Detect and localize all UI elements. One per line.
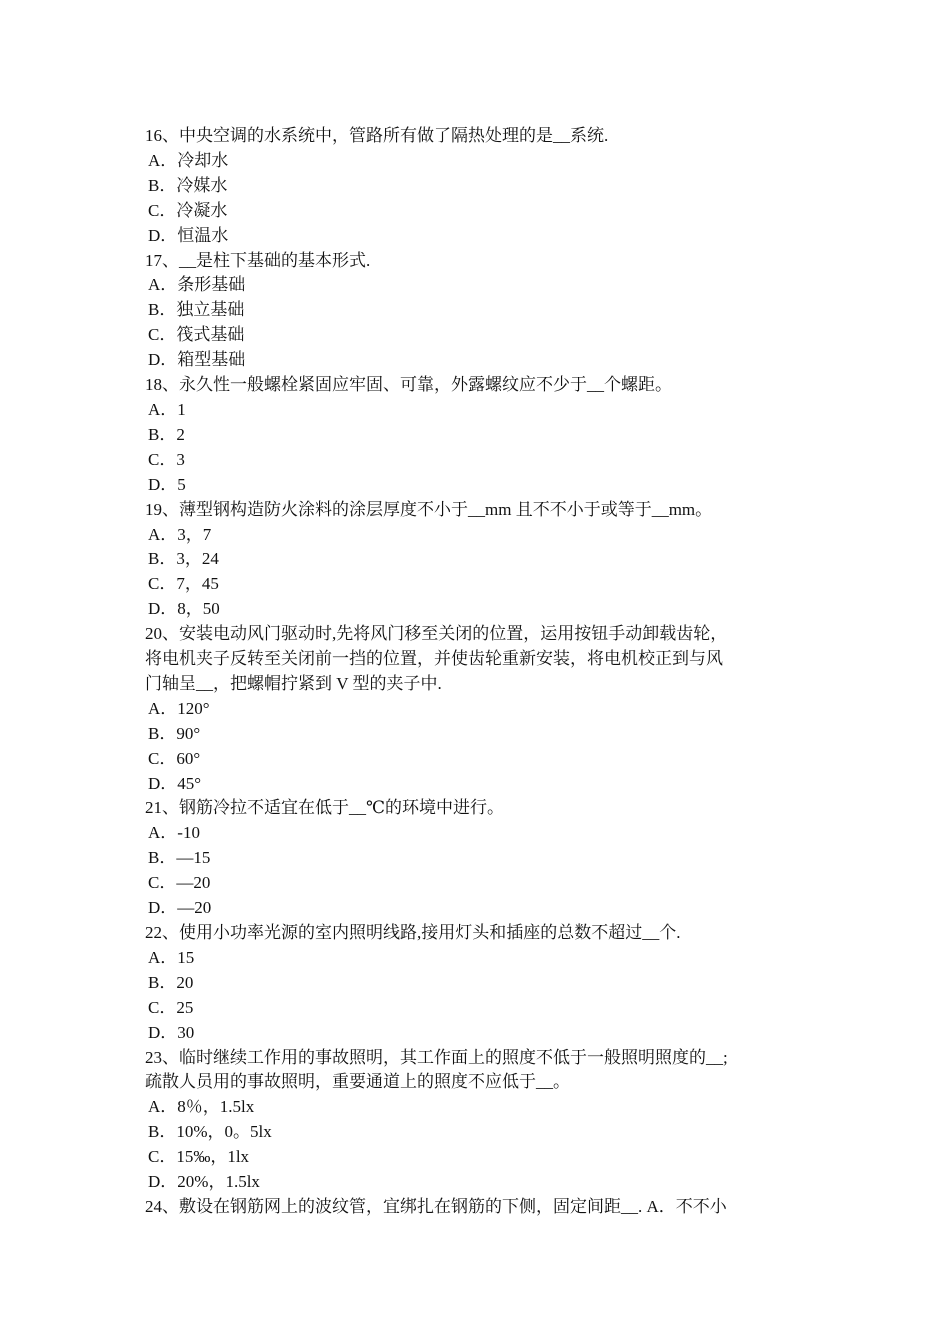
question-text: 24、敷设在钢筋网上的波纹管，宜绑扎在钢筋的下侧，固定间距__. A．不不小 — [145, 1196, 727, 1216]
option-c: C．60° — [148, 748, 201, 768]
question-text: 23、临时继续工作用的事故照明，其工作面上的照度不低于一般照明照度的__; 疏散人员用的事故照明，重要通道上的照度不应低于__。 — [145, 1047, 728, 1092]
option-d: D．5 — [148, 474, 186, 494]
option-d: D．20%，1.5lx — [148, 1172, 260, 1192]
option-a: A．-10 — [148, 823, 200, 843]
option-c: C．7，45 — [148, 574, 219, 594]
question-23 — [145, 1046, 815, 1195]
question-text: 17、__是柱下基础的基本形式. — [145, 250, 371, 270]
option-d: D．8，50 — [148, 599, 220, 619]
option-a: A．8％，1.5lx — [148, 1097, 255, 1117]
option-a: A．15 — [148, 947, 195, 967]
option-d: D．恒温水 — [148, 225, 229, 245]
option-b: B．20 — [148, 972, 194, 992]
question-19 — [145, 498, 815, 623]
question-22 — [145, 921, 815, 1046]
option-c: C．3 — [148, 449, 185, 469]
option-c: C．15‰，1lx — [148, 1147, 250, 1167]
option-b: B．3，24 — [148, 549, 219, 569]
question-20 — [145, 622, 815, 796]
question-17 — [145, 249, 815, 374]
question-text: 22、使用小功率光源的室内照明线路,接用灯头和插座的总数不超过__个. — [145, 923, 681, 942]
question-text: 20、安装电动风门驱动时,先将风门移至关闭的位置，运用按钮手动卸载齿轮， 将电机夹子反转至关闭前一挡的位置，并使齿轮重新安装，将电机校正到与风 门轴呈__，把螺帽拧紧到 V 型的夹子中. — [145, 624, 728, 693]
option-b: B．2 — [148, 424, 185, 444]
question-text: 19、薄型钢构造防火涂料的涂层厚度不小于__mm 且不不小于或等于__mm。 — [145, 499, 713, 519]
question-24 — [145, 1195, 815, 1220]
option-a: A．3，7 — [148, 524, 212, 544]
question-16 — [145, 124, 815, 249]
option-b: B．冷媒水 — [148, 175, 228, 195]
option-d: D．45° — [148, 773, 202, 793]
option-c: C．冷凝水 — [148, 200, 228, 220]
question-18 — [145, 373, 815, 498]
option-a: A．1 — [148, 399, 186, 419]
option-b: B．—15 — [148, 848, 211, 868]
option-b: B．独立基础 — [148, 300, 245, 320]
question-21 — [145, 796, 815, 921]
question-text: 21、钢筋冷拉不适宜在低于__℃的环境中进行。 — [145, 798, 505, 818]
option-a: A．120° — [148, 698, 210, 718]
option-d: D．—20 — [148, 898, 212, 918]
option-c: C．筏式基础 — [148, 325, 245, 345]
question-text: 16、中央空调的水系统中，管路所有做了隔热处理的是__系统. — [145, 126, 609, 145]
option-b: B．10%，0。5lx — [148, 1122, 272, 1142]
option-c: C．—20 — [148, 873, 211, 893]
option-d: D．30 — [148, 1022, 195, 1042]
option-c: C．25 — [148, 997, 194, 1017]
option-b: B．90° — [148, 723, 201, 743]
question-text: 18、永久性一般螺栓紧固应牢固、可靠，外露螺纹应不少于__个螺距。 — [145, 375, 672, 395]
document-page — [145, 124, 815, 1220]
option-a: A．条形基础 — [148, 275, 246, 295]
option-d: D．箱型基础 — [148, 350, 246, 370]
option-a: A．冷却水 — [148, 150, 229, 170]
